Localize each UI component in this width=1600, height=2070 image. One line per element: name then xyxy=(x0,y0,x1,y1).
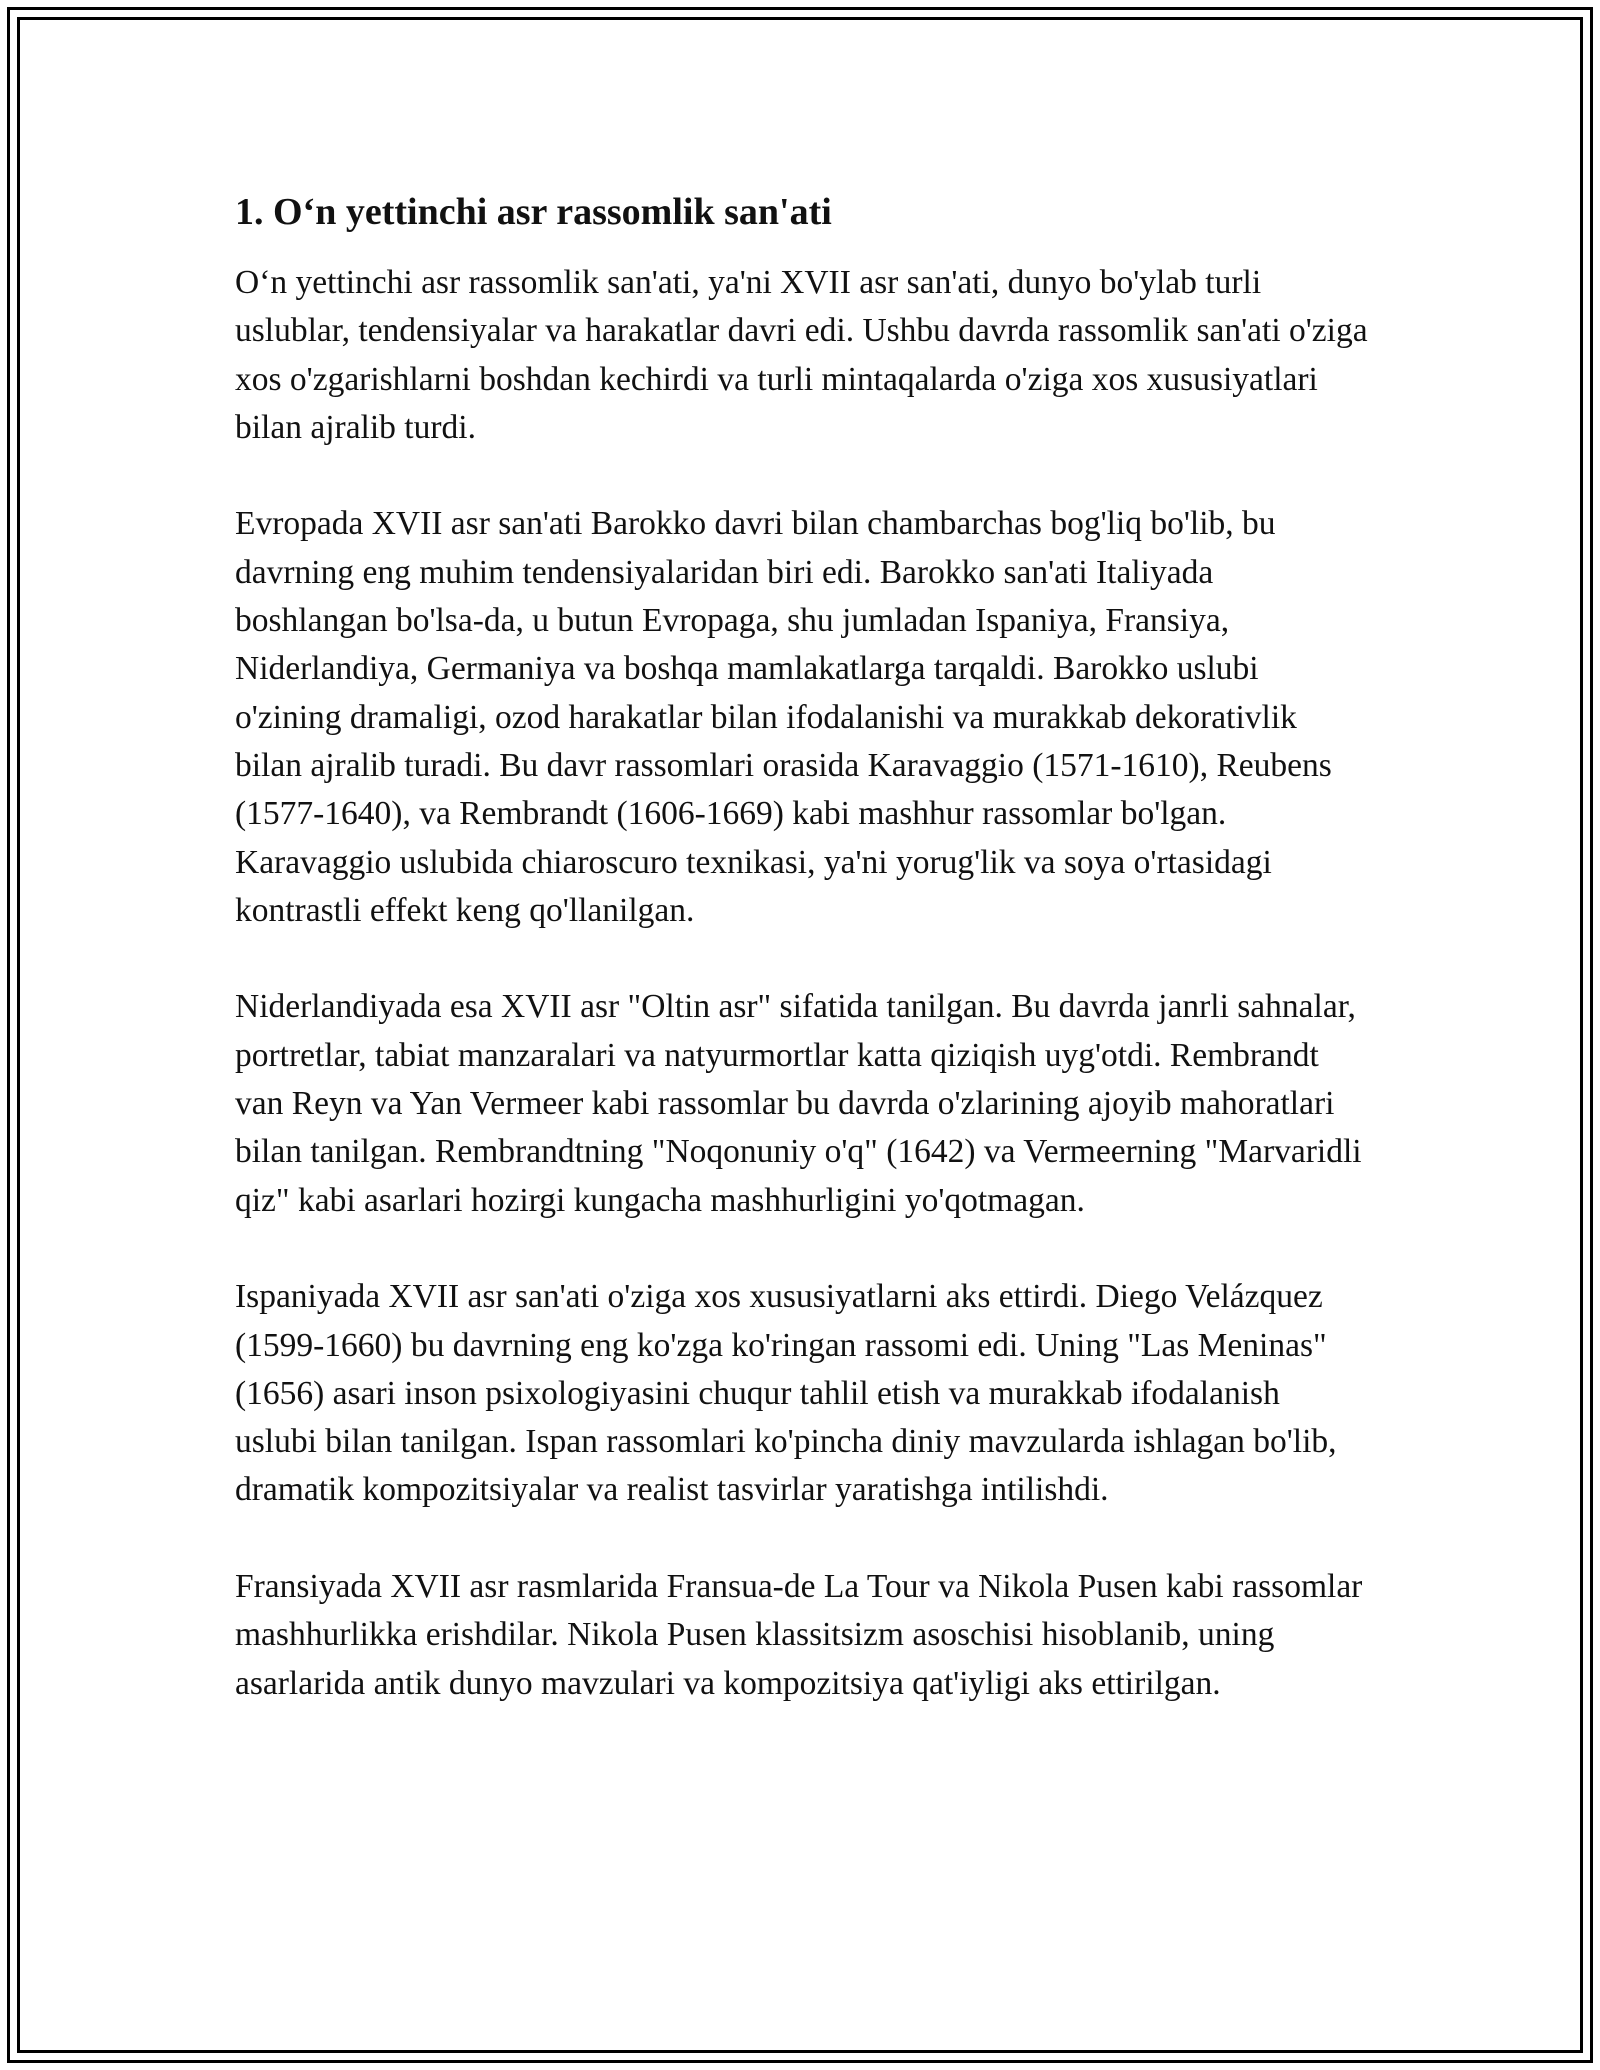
paragraph-netherlands: Niderlandiyada esa XVII asr "Oltin asr" sifatida tanilgan. Bu davrda janrli sahnalar, portretlar, tabiat manzaralari va natyurmortlar katta qiziqish uyg'otdi. Rembrandt van Reyn va Yan Vermeer kabi rassomlar bu davrda o'zlarining ajoyib mahoratlari bilan tanilgan. Rembrandtning "Noqonuniy o'q" (1642) va Vermeerning "Marvaridli qiz" kabi asarlari hozirgi kungacha mashhurligini yo'qotmagan. xyxy=(235,988,1362,1219)
paragraph-spain: Ispaniyada XVII asr san'ati o'ziga xos xususiyatlarni aks ettirdi. Diego Velázquez (1599-1660) bu davrning eng ko'zga ko'ringan rassomi edi. Uning "Las Meninas" (1656) asari inson psixologiyasini chuqur tahlil etish va murakkab ifodalanish uslubi bilan tanilgan. Ispan rassomlari ko'pincha diniy mavzularda ishlagan bo'lib, dramatik kompozitsiyalar va realist tasvirlar yaratishga intilishdi. xyxy=(235,1278,1337,1509)
section-heading: 1. O‘n yettinchi asr rassomlik san'ati xyxy=(235,191,832,233)
paragraph-europe-baroque: Evropada XVII asr san'ati Barokko davri bilan chambarchas bog'liq bo'lib, bu davrning eng muhim tendensiyalaridan biri edi. Barokko san'ati Italiyada boshlangan bo'lsa-da, u butun Evropaga, shu jumladan Ispaniya, Fransiya, Niderlandiya, Germaniya va boshqa mamlakatlarga tarqaldi. Barokko uslubi o'zining dramaligi, ozod harakatlar bilan ifodalanishi va murakkab dekorativlik bilan ajralib turadi. Bu davr rassomlari orasida Karavaggio (1571-1610), Reubens (1577-1640), va Rembrandt (1606-1669) kabi mashhur rassomlar bo'lgan. Karavaggio uslubida chiaroscuro texnikasi, ya'ni yorug'lik va soya o'rtasidagi kontrastli effekt keng qo'llanilgan. xyxy=(235,505,1332,929)
paragraph-france: Fransiyada XVII asr rasmlarida Fransua-de La Tour va Nikola Pusen kabi rassomlar mashhurlikka erishdilar. Nikola Pusen klassitsizm asoschisi hisoblanib, uning asarlarida antik dunyo mavzulari va kompozitsiya qat'iyligi aks ettirilgan. xyxy=(235,1568,1363,1702)
document-body xyxy=(235,188,1370,1756)
paragraph-intro: O‘n yettinchi asr rassomlik san'ati, ya'ni XVII asr san'ati, dunyo bo'ylab turli uslublar, tendensiyalar va harakatlar davri edi. Ushbu davrda rassomlik san'ati o'ziga xos o'zgarishlarni boshdan kechirdi va turli mintaqalarda o'ziga xos xususiyatlari bilan ajralib turdi. xyxy=(235,264,1368,446)
